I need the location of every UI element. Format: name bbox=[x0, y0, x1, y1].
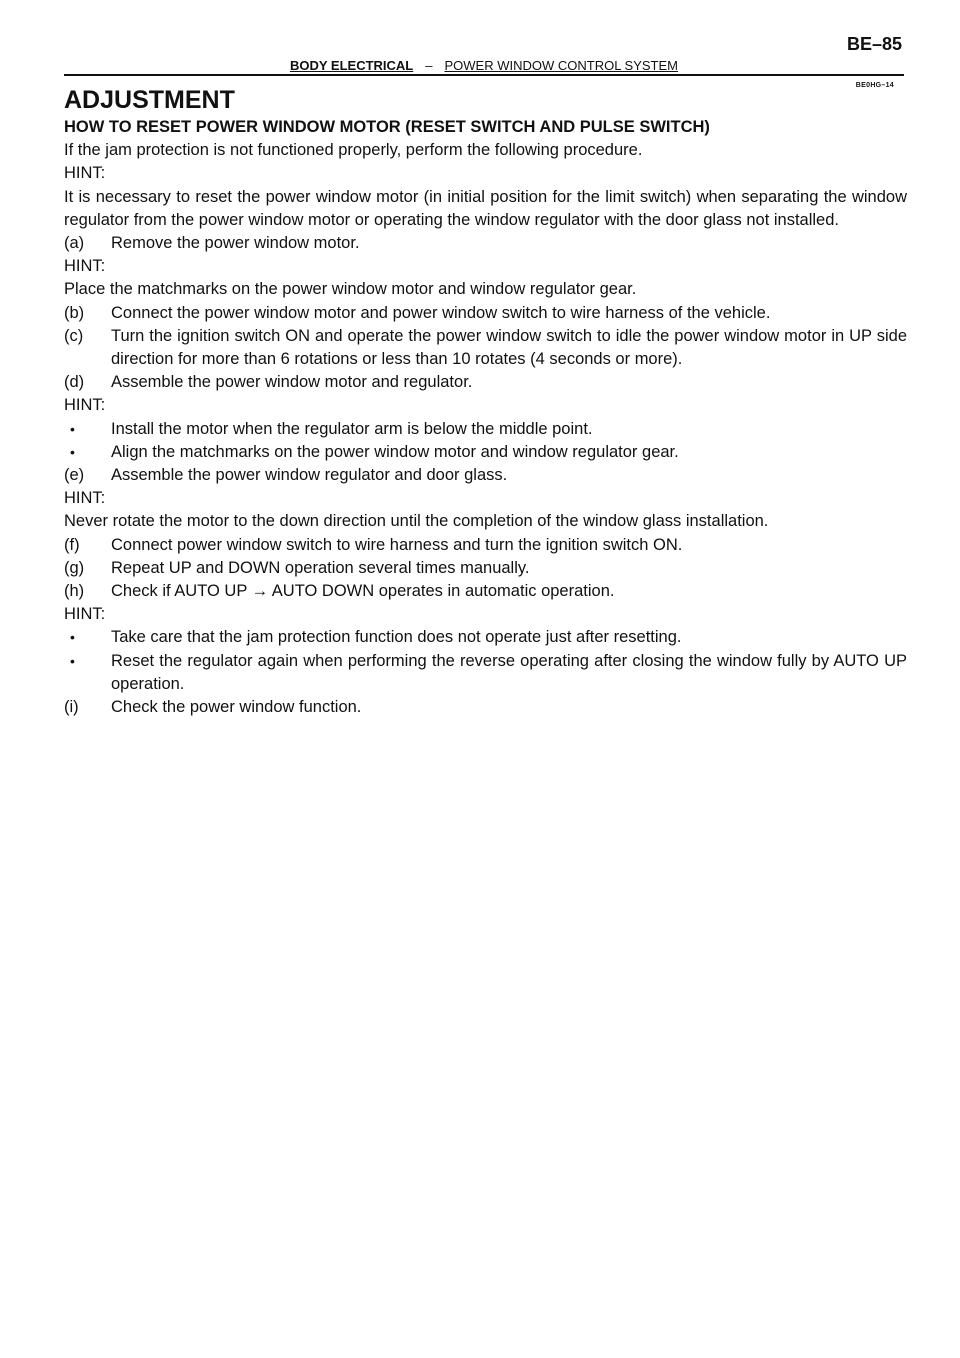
hint-label: HINT: bbox=[64, 489, 106, 508]
bullet-item bbox=[64, 418, 907, 441]
step-label: (a) bbox=[64, 234, 85, 253]
step-label: (d) bbox=[64, 373, 85, 392]
page-number: BE–85 bbox=[846, 34, 902, 54]
step-a bbox=[64, 232, 907, 255]
step-c bbox=[64, 325, 907, 371]
header-separator: – bbox=[425, 58, 433, 73]
step-text: Repeat UP and DOWN operation several times manually. bbox=[111, 558, 530, 577]
step-label: (h) bbox=[64, 582, 85, 601]
step-text: Assemble the power window regulator and door glass. bbox=[111, 466, 508, 485]
hint-text: Never rotate the motor to the down direction until the completion of the window glass installation. bbox=[64, 512, 769, 531]
step-h bbox=[64, 580, 907, 603]
bullet-icon: • bbox=[70, 443, 75, 460]
bullet-icon: • bbox=[70, 629, 75, 646]
bullet-item bbox=[64, 626, 907, 649]
bullet-text: Take care that the jam protection function does not operate just after resetting. bbox=[111, 628, 682, 647]
step-f bbox=[64, 534, 907, 557]
bullet-icon: • bbox=[70, 652, 75, 669]
step-label: (e) bbox=[64, 466, 85, 485]
subsection-title: POWER WINDOW CONTROL SYSTEM bbox=[444, 58, 679, 73]
step-label: (f) bbox=[64, 535, 80, 554]
hint-text: It is necessary to reset the power window motor (in initial position for the limit switch) when separating the window regulator from the power window motor or operating the window regulator with the door glass not installed. bbox=[64, 187, 907, 229]
step-text: Remove the power window motor. bbox=[111, 234, 360, 253]
hint-text: Place the matchmarks on the power window motor and window regulator gear. bbox=[64, 280, 637, 299]
bullet-text: Align the matchmarks on the power window motor and window regulator gear. bbox=[111, 442, 679, 461]
step-text: Check if AUTO UP → AUTO DOWN operates in automatic operation. bbox=[111, 582, 615, 601]
step-text: Check the power window function. bbox=[111, 698, 362, 717]
step-label: (b) bbox=[64, 303, 85, 322]
page-title: ADJUSTMENT bbox=[64, 86, 235, 114]
running-header bbox=[64, 58, 904, 76]
bullet-icon: • bbox=[70, 420, 75, 437]
section-title: BODY ELECTRICAL bbox=[289, 58, 414, 73]
step-label: (g) bbox=[64, 558, 85, 577]
intro-text: If the jam protection is not functioned properly, perform the following procedure. bbox=[64, 141, 643, 160]
document-code: BE0HG–14 bbox=[855, 82, 894, 89]
procedure-heading: HOW TO RESET POWER WINDOW MOTOR (RESET SWITCH AND PULSE SWITCH) bbox=[64, 118, 710, 136]
hint-label: HINT: bbox=[64, 164, 106, 183]
page-content bbox=[64, 84, 907, 719]
step-label: (c) bbox=[64, 326, 84, 345]
hint-label: HINT: bbox=[64, 257, 106, 276]
hint-label: HINT: bbox=[64, 396, 106, 415]
step-e bbox=[64, 464, 907, 487]
step-text: Assemble the power window motor and regulator. bbox=[111, 373, 473, 392]
step-label: (i) bbox=[64, 698, 79, 717]
bullet-item bbox=[64, 441, 907, 464]
bullet-item bbox=[64, 650, 907, 696]
step-b bbox=[64, 302, 907, 325]
bullet-text: Reset the regulator again when performing the reverse operating after closing the window fully by AUTO UP operation. bbox=[111, 651, 907, 693]
step-g bbox=[64, 557, 907, 580]
step-text: Connect power window switch to wire harness and turn the ignition switch ON. bbox=[111, 535, 683, 554]
step-text: Turn the ignition switch ON and operate the power window switch to idle the power window motor in UP side direction for more than 6 rotations or less than 10 rotates (4 seconds or more). bbox=[111, 326, 907, 369]
hint-label: HINT: bbox=[64, 605, 106, 624]
step-d bbox=[64, 371, 907, 394]
step-text: Connect the power window motor and power window switch to wire harness of the vehicle. bbox=[111, 303, 771, 322]
step-i bbox=[64, 696, 907, 719]
bullet-text: Install the motor when the regulator arm is below the middle point. bbox=[111, 419, 593, 438]
